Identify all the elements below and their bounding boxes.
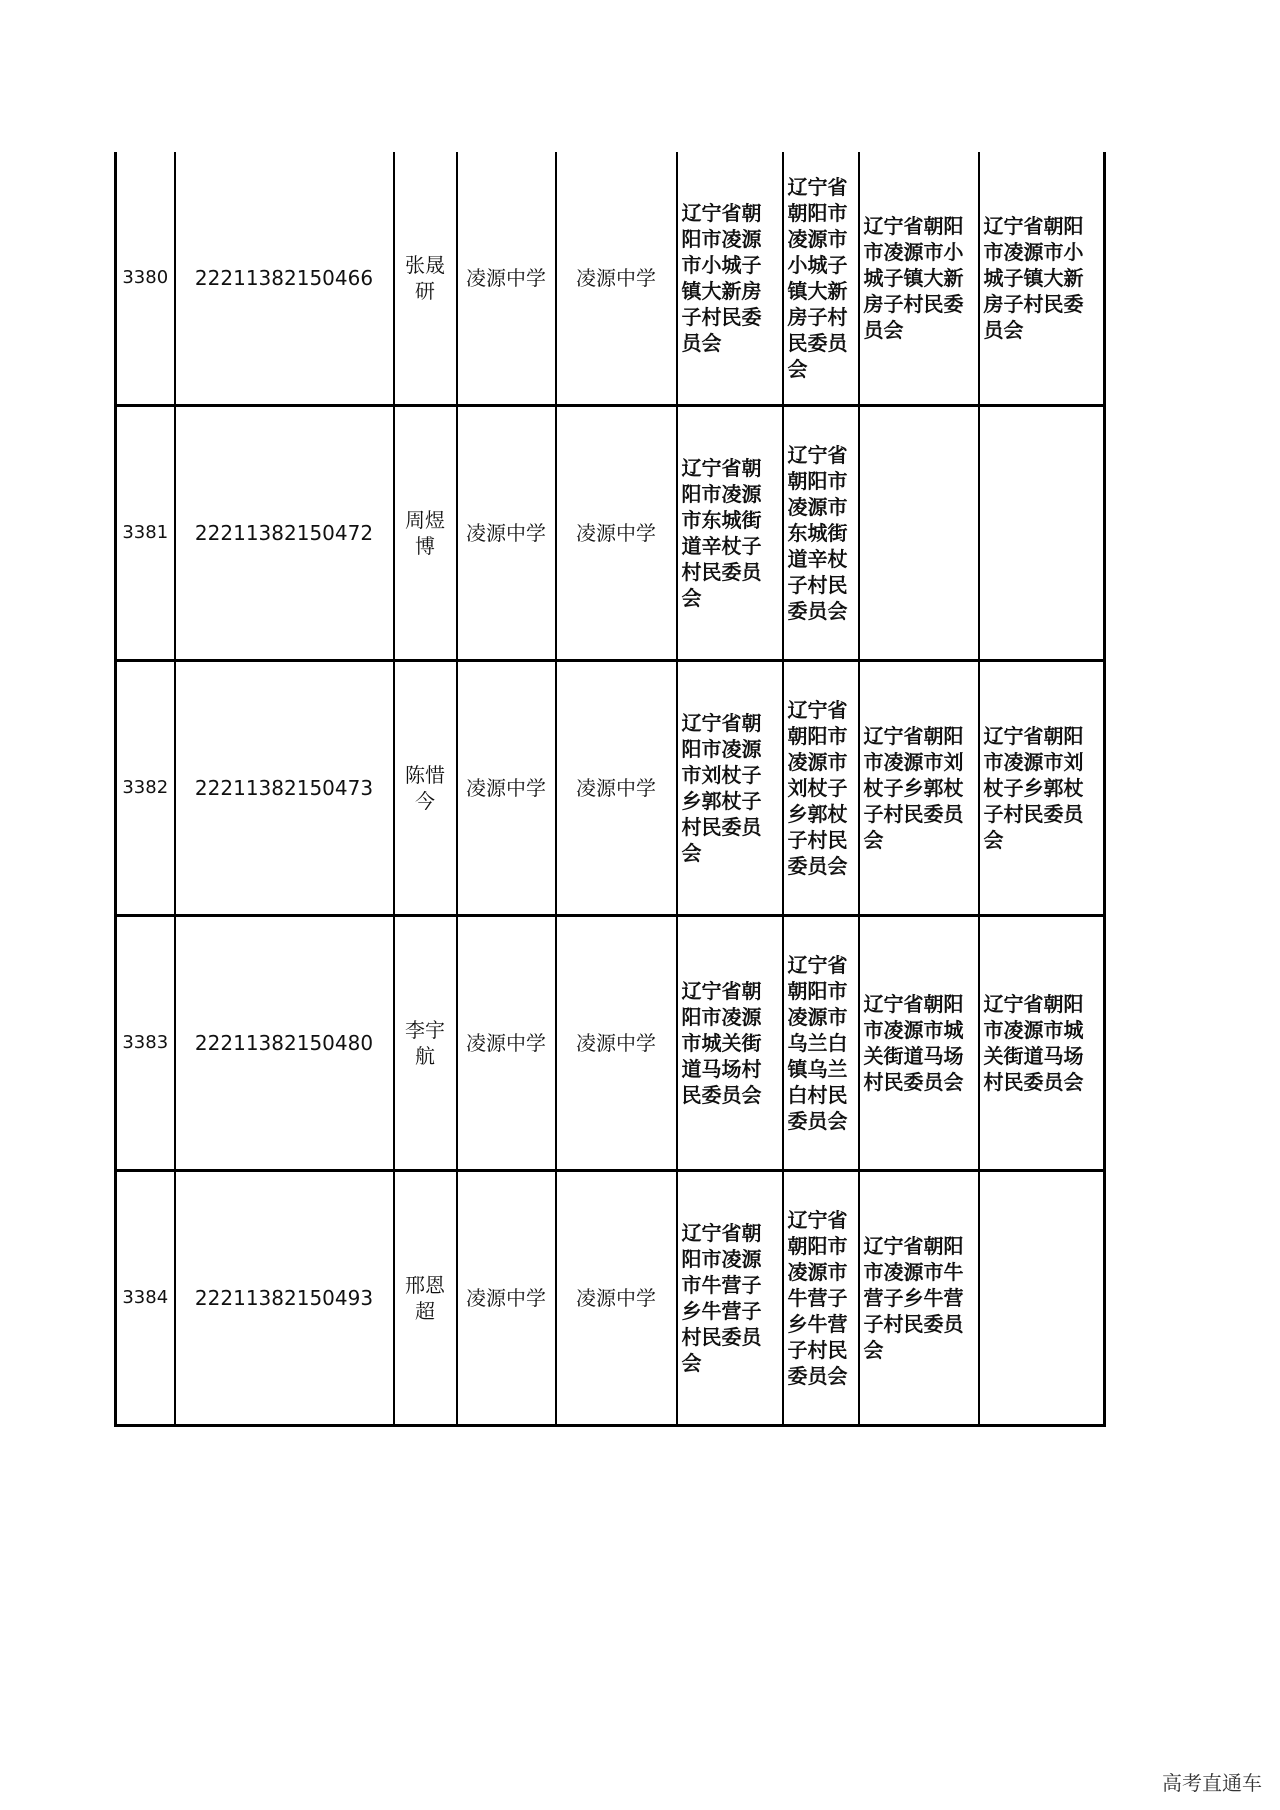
student-name: 周煜博: [394, 406, 457, 661]
student-name: 邢恩超: [394, 1171, 457, 1426]
address-1: 辽宁省朝阳市凌源市牛营子乡牛营子村民委员会: [677, 1171, 783, 1426]
row-number: 3383: [116, 916, 175, 1171]
address-4: 辽宁省朝阳市凌源市小城子镇大新房子村民委员会: [979, 152, 1105, 406]
candidate-id: 22211382150480: [175, 916, 394, 1171]
watermark-text: 高考直通车: [1162, 1771, 1262, 1795]
row-number: 3384: [116, 1171, 175, 1426]
candidate-id: 22211382150473: [175, 661, 394, 916]
address-2: 辽宁省朝阳市凌源市小城子镇大新房子村民委员会: [783, 152, 859, 406]
address-3: [859, 406, 979, 661]
table-row: [116, 916, 1105, 1171]
school-name-2: 凌源中学: [556, 406, 677, 661]
table-row: [116, 406, 1105, 661]
address-2: 辽宁省朝阳市凌源市东城街道辛杖子村民委员会: [783, 406, 859, 661]
candidate-id: 22211382150493: [175, 1171, 394, 1426]
candidate-id: 22211382150466: [175, 152, 394, 406]
school-name-2: 凌源中学: [556, 152, 677, 406]
school-name: 凌源中学: [457, 406, 556, 661]
row-number: 3382: [116, 661, 175, 916]
school-name-2: 凌源中学: [556, 1171, 677, 1426]
address-3: 辽宁省朝阳市凌源市刘杖子乡郭杖子村民委员会: [859, 661, 979, 916]
address-2: 辽宁省朝阳市凌源市牛营子乡牛营子村民委员会: [783, 1171, 859, 1426]
row-number: 3380: [116, 152, 175, 406]
address-3: 辽宁省朝阳市凌源市城关街道马场村民委员会: [859, 916, 979, 1171]
table-row: [116, 152, 1105, 406]
address-1: 辽宁省朝阳市凌源市东城街道辛杖子村民委员会: [677, 406, 783, 661]
address-4: 辽宁省朝阳市凌源市城关街道马场村民委员会: [979, 916, 1105, 1171]
student-name: 陈惜今: [394, 661, 457, 916]
row-number: 3381: [116, 406, 175, 661]
address-3: 辽宁省朝阳市凌源市小城子镇大新房子村民委员会: [859, 152, 979, 406]
address-3: 辽宁省朝阳市凌源市牛营子乡牛营子村民委员会: [859, 1171, 979, 1426]
address-1: 辽宁省朝阳市凌源市刘杖子乡郭杖子村民委员会: [677, 661, 783, 916]
student-table: [114, 152, 1106, 1427]
address-1: 辽宁省朝阳市凌源市城关街道马场村民委员会: [677, 916, 783, 1171]
school-name-2: 凌源中学: [556, 916, 677, 1171]
candidate-id: 22211382150472: [175, 406, 394, 661]
school-name: 凌源中学: [457, 916, 556, 1171]
table-row: [116, 661, 1105, 916]
address-2: 辽宁省朝阳市凌源市刘杖子乡郭杖子村民委员会: [783, 661, 859, 916]
address-2: 辽宁省朝阳市凌源市乌兰白镇乌兰白村民委员会: [783, 916, 859, 1171]
school-name: 凌源中学: [457, 152, 556, 406]
school-name: 凌源中学: [457, 661, 556, 916]
address-4: 辽宁省朝阳市凌源市刘杖子乡郭杖子村民委员会: [979, 661, 1105, 916]
school-name-2: 凌源中学: [556, 661, 677, 916]
table-row: [116, 1171, 1105, 1426]
student-name: 李宇航: [394, 916, 457, 1171]
address-4: [979, 406, 1105, 661]
school-name: 凌源中学: [457, 1171, 556, 1426]
address-1: 辽宁省朝阳市凌源市小城子镇大新房子村民委员会: [677, 152, 783, 406]
student-name: 张晟研: [394, 152, 457, 406]
address-4: [979, 1171, 1105, 1426]
